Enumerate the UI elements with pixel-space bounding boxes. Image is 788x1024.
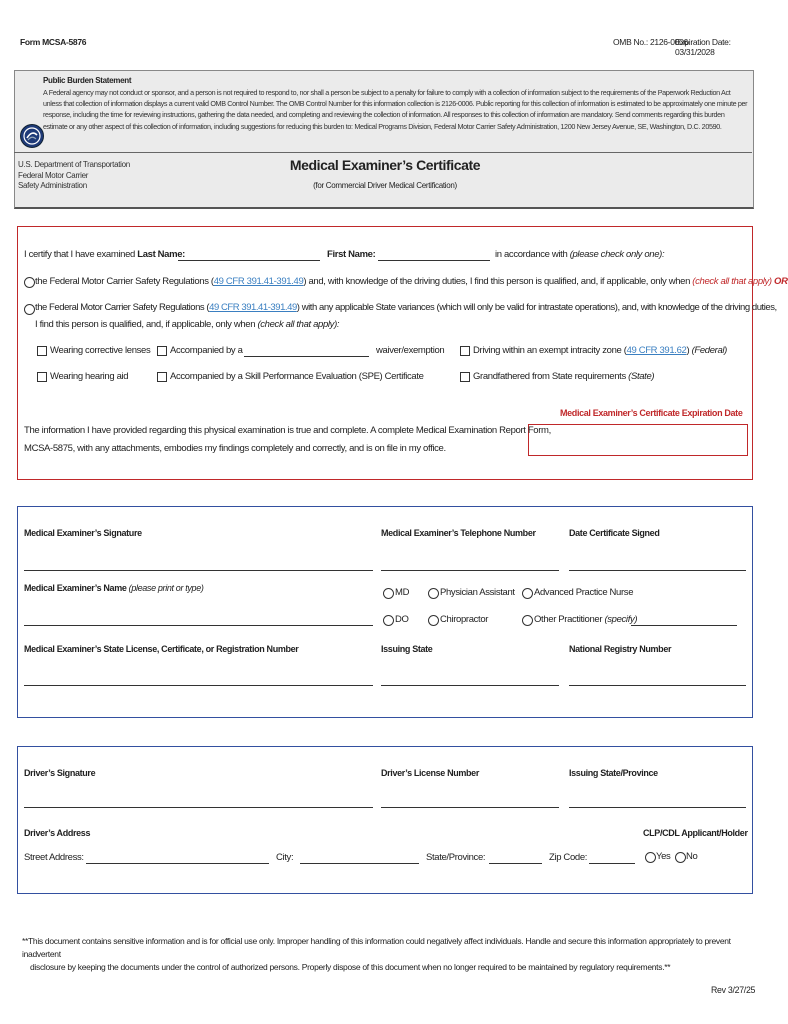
page-title: Medical Examiner’s Certificate [289,157,481,173]
street-label: Street Address: [24,852,84,863]
opt1-or: OR [774,276,788,287]
burden-text: A Federal agency may not conduct or sponsor, and a person is not required to respond to, nor shall a person be subject to a penalty for failure to comply with a collection of information subject to the requirements of the Paperwork Reduction Act unless that collection of information displays a current valid OMB Control Number. The OMB Control Number for this information collection is 2126-0006. Public reporting for this collection of information is estimated to be approximately one minute per response, including the time for reviewing instructions, gathering the data needed, and completing and reviewing the collection of information. All responses to this collection of information are mandatory. Send comments regarding this burden estimate or any other aspect of this collection of information, including suggestions for reducing this burden to: Medical Programs Division, Federal Motor Carrier Safety Administration, 1200 New Jersey Avenue, SE, Washington, D.C. 20590. [43,88,748,131]
examiner-name-hint: (please print or type) [128,583,204,593]
opt1-text-a: the Federal Motor Carrier Safety Regulations ( [35,276,214,287]
zip-label: Zip Code: [549,852,588,863]
state-variances-line2 [35,319,339,330]
issuing-state-field[interactable] [381,685,559,686]
burden-divider [14,152,752,153]
driver-license-label: Driver’s License Number [381,768,479,778]
opt2-cfr-link[interactable]: 49 CFR 391.41-391.49 [209,302,297,313]
attestation-line1: The information I have provided regarding this physical examination is true and complete. A complete Medical Examination Report Form, [24,425,551,436]
physician-assistant-label: Physician Assistant [440,587,515,598]
sensitive-info-note [22,935,757,974]
state-variances-radio[interactable] [24,304,35,315]
clp-yes-label: Yes [656,851,671,862]
opt2-text-a: the Federal Motor Carrier Safety Regulations ( [35,302,210,313]
grandfathered-label [473,371,654,382]
opt1-cfr-link[interactable]: 49 CFR 391.41-391.49 [213,276,304,287]
last-name-field[interactable] [178,260,320,261]
other-practitioner-field[interactable] [631,625,737,626]
page-subtitle: (for Commercial Driver Medical Certification) [313,181,457,190]
physician-assistant-radio[interactable] [428,588,439,599]
examiner-phone-field[interactable] [381,570,559,571]
waiver-label: waiver/exemption [376,345,445,356]
certify-intro [24,249,185,260]
expiration-date-label: Medical Examiner’s Certificate Expiration Date [560,408,743,418]
intracity-end: ) [686,345,690,356]
grandfathered-text: Grandfathered from State requirements [473,371,626,382]
zip-field[interactable] [589,863,635,864]
examiner-signature-field[interactable] [24,570,373,571]
driver-issuing-label: Issuing State/Province [569,768,658,778]
date-signed-field[interactable] [569,570,746,571]
md-radio[interactable] [383,588,394,599]
agency-line3: Safety Administration [18,181,87,190]
accompanied-by-field[interactable] [244,356,369,357]
driver-address-label: Driver’s Address [24,828,91,838]
accordance-text [495,249,664,260]
examiner-signature-label: Medical Examiner’s Signature [24,528,142,538]
driver-issuing-field[interactable] [569,807,746,808]
attestation-line2: MCSA-5875, with any attachments, embodies my findings completely and correctly, and is on file in my office. [24,443,446,454]
chiropractor-label: Chiropractor [440,614,489,625]
spe-certificate-label: Accompanied by a Skill Performance Evaluation (SPE) Certificate [170,371,424,382]
dot-logo-icon [20,124,44,148]
agency-line1: U.S. Department of Transportation [18,160,130,169]
first-name-label: First Name: [327,249,376,260]
intracity-zone-checkbox[interactable] [460,346,470,356]
check-one-hint: (please check only one): [569,249,665,260]
other-practitioner-label [534,614,637,625]
other-practitioner-radio[interactable] [522,615,533,626]
accompanied-waiver-checkbox[interactable] [157,346,167,356]
driver-signature-field[interactable] [24,807,373,808]
clp-no-label: No [686,851,698,862]
clp-no-radio[interactable] [675,852,686,863]
burden-title: Public Burden Statement [43,76,132,85]
license-number-label: Medical Examiner’s State License, Certificate, or Registration Number [24,644,299,654]
state-province-label: State/Province: [426,852,486,863]
corrective-lenses-checkbox[interactable] [37,346,47,356]
revision-date: Rev 3/27/25 [711,985,756,995]
grandfathered-state: (State) [628,371,655,382]
spe-certificate-checkbox[interactable] [157,372,167,382]
opt1-check-hint: (check all that apply) [692,276,772,287]
city-field[interactable] [300,863,419,864]
last-name-label: Last Name: [137,249,185,260]
certify-text: I certify that I have examined [24,249,135,260]
corrective-lenses-label: Wearing corrective lenses [50,345,151,356]
examiner-name-label [24,583,204,593]
do-label: DO [395,614,409,625]
sensitive-note-line2: disclosure by keeping the documents under the control of authorized persons. Properly dispose of this document when no longer required to be maintained by regulatory requirements.** [30,962,671,972]
registry-number-label: National Registry Number [569,644,672,654]
intracity-label [473,345,727,356]
street-field[interactable] [86,863,269,864]
issuing-state-label: Issuing State [381,644,433,654]
examiner-phone-label: Medical Examiner’s Telephone Number [381,528,536,538]
first-name-field[interactable] [378,260,490,261]
do-radio[interactable] [383,615,394,626]
opt1-text-b: ) and, with knowledge of the driving duties, I find this person is qualified, and, if applicable, only when [303,276,690,287]
omb-number: OMB No.: 2126-0006 [613,37,688,47]
federal-regs-radio[interactable] [24,277,35,288]
opt2-line2: I find this person is qualified, and, if applicable, only when [35,319,256,330]
state-province-field[interactable] [489,863,542,864]
examiner-name-field[interactable] [24,625,373,626]
hearing-aid-checkbox[interactable] [37,372,47,382]
intracity-cfr-link[interactable]: 49 CFR 391.62 [626,345,687,356]
driver-license-field[interactable] [381,807,559,808]
agency-line2: Federal Motor Carrier [18,170,89,180]
hearing-aid-label: Wearing hearing aid [50,371,129,382]
registry-number-field[interactable] [569,685,746,686]
clp-cdl-label: CLP/CDL Applicant/Holder [643,828,748,838]
sensitive-note-line1: **This document contains sensitive information and is for official use only. Improper handling of this information could negatively affect individuals. Handle and secure this information appropriately to prevent inadvertent [22,936,731,959]
driver-signature-label: Driver’s Signature [24,768,96,778]
other-practitioner-text: Other Practitioner [534,614,603,625]
date-signed-label: Date Certificate Signed [569,528,660,538]
city-label: City: [276,852,294,863]
clp-yes-radio[interactable] [645,852,656,863]
expiration-date: Expiration Date: 03/31/2028 [675,37,731,57]
grandfathered-checkbox[interactable] [460,372,470,382]
advanced-practice-nurse-label: Advanced Practice Nurse [534,587,634,598]
state-variances-option [35,302,777,313]
intracity-text: Driving within an exempt intracity zone ( [473,345,627,356]
intracity-federal: (Federal) [691,345,727,356]
chiropractor-radio[interactable] [428,615,439,626]
advanced-practice-nurse-radio[interactable] [522,588,533,599]
license-number-field[interactable] [24,685,373,686]
examiner-name-text: Medical Examiner’s Name [24,583,127,593]
form-id: Form MCSA-5876 [20,37,87,47]
accompanied-label: Accompanied by a [170,345,243,356]
federal-regs-option [35,276,788,287]
expiration-date-field[interactable] [528,424,748,456]
md-label: MD [395,587,410,598]
opt2-line2-hint: (check all that apply): [257,319,340,330]
other-practitioner-hint: (specify) [604,614,638,625]
opt2-text-b: ) with any applicable State variances (which will only be valid for intrastate operations), and, with knowledge of the driving duties, [296,302,777,313]
accordance-label: in accordance with [495,249,568,260]
